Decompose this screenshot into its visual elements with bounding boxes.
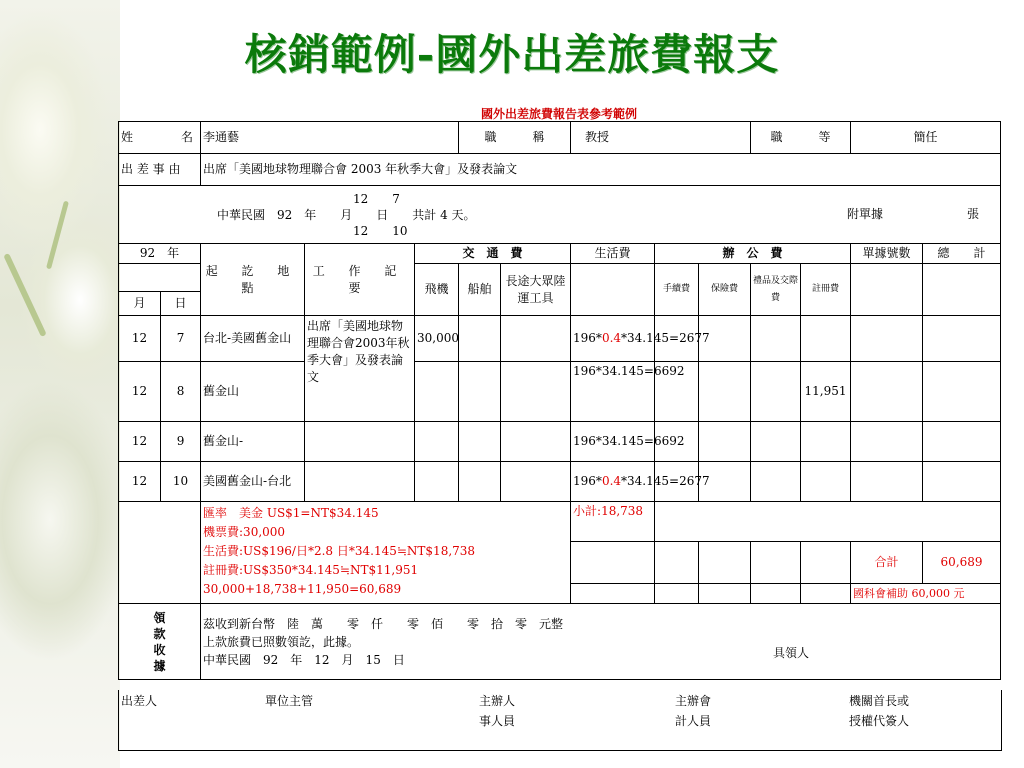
row-living: 196*34.145=6692 xyxy=(571,362,655,422)
form-subtitle: 國外出差旅費報告表參考範例 xyxy=(480,107,637,121)
attachment-label: 附單據 xyxy=(847,207,884,221)
reason-label: 出 差 事 由 xyxy=(119,154,201,186)
handler-label-2: 事人員 xyxy=(479,714,516,728)
receipt-statement: 上款旅費已照數領訖，此據。 xyxy=(203,634,360,649)
living-header: 生活費 xyxy=(571,244,655,264)
row-day: 8 xyxy=(161,362,201,422)
row-living: 196*34.145=6692 xyxy=(571,422,655,462)
work-header: 工 作 記 要 xyxy=(305,244,415,316)
subsidy: 國科會補助 60,000 元 xyxy=(851,584,1001,604)
day-header: 日 xyxy=(161,292,201,316)
row-place: 舊金山- xyxy=(201,422,305,462)
job-title-value: 教授 xyxy=(571,122,751,154)
note-airfare: 機票費:30,000 xyxy=(203,525,286,539)
row-day: 9 xyxy=(161,422,201,462)
sheets-label: 張 xyxy=(967,207,980,221)
long-distance-header: 長途大眾陸運工具 xyxy=(501,264,571,316)
row-day: 7 xyxy=(161,316,201,362)
rank-label: 職 等 xyxy=(751,122,851,154)
receipt-label: 領款收據 xyxy=(119,604,201,680)
place-header: 起 訖 地 點 xyxy=(201,244,305,316)
row-plane: 30,000 xyxy=(415,316,459,362)
receipt-signer: 具領人 xyxy=(773,646,810,660)
sum-value: 60,689 xyxy=(923,542,1001,584)
row-register xyxy=(801,316,851,362)
year-spacer xyxy=(119,264,201,292)
stem-graphic xyxy=(3,253,46,337)
receipt-date: 中華民國 92 年 12 月 15 日 xyxy=(203,652,405,667)
unit-supervisor-label: 單位主管 xyxy=(265,694,314,708)
receipt-body xyxy=(201,604,1001,680)
row-place: 舊金山 xyxy=(201,362,305,422)
living-subheader xyxy=(571,264,655,316)
row-place: 台北-美國舊金山 xyxy=(201,316,305,362)
insurance-header: 保險費 xyxy=(699,264,751,316)
stem-graphic xyxy=(46,201,69,270)
transport-header: 交 通 費 xyxy=(415,244,571,264)
register-header: 註冊費 xyxy=(801,264,851,316)
note-exchange-rate: 匯率 美金 US$1=NT$34.145 xyxy=(203,506,379,520)
year-header: 92 年 xyxy=(119,244,201,264)
row-month: 12 xyxy=(119,362,161,422)
note-total: 30,000+18,738+11,950=60,689 xyxy=(203,582,402,596)
lily-background xyxy=(0,0,120,768)
row-register: 11,951 xyxy=(801,362,851,422)
accounting-label-2: 計人員 xyxy=(675,714,712,728)
period-start: 12 7 xyxy=(353,191,400,206)
fee-header: 手續費 xyxy=(655,264,699,316)
note-living: 生活費:US$196/日*2.8 日*34.145≒NT$18,738 xyxy=(203,544,476,558)
receipt-amount: 茲收到新台幣 陸 萬 零 仟 零 佰 零 拾 零 元整 xyxy=(203,616,564,631)
office-header: 辦 公 費 xyxy=(655,244,851,264)
sum-label: 合計 xyxy=(851,542,923,584)
table-row xyxy=(119,316,1001,362)
agency-head-label-1: 機關首長或 xyxy=(849,694,910,708)
note-register: 註冊費:US$350*34.145≒NT$11,951 xyxy=(203,563,419,577)
name-label: 姓 名 xyxy=(119,122,201,154)
total-subheader xyxy=(923,264,1001,316)
traveler-label: 出差人 xyxy=(121,694,158,708)
calculation-notes xyxy=(201,502,571,604)
row-living: 196*0.4*34.145=2677 xyxy=(571,462,655,502)
receipt-no-subheader xyxy=(851,264,923,316)
receipt-no-header: 單據號數 xyxy=(851,244,923,264)
job-title-label: 職 稱 xyxy=(459,122,571,154)
period-end: 12 10 xyxy=(353,223,408,238)
subtotal: 小計:18,738 xyxy=(571,502,655,542)
name-value: 李通藝 xyxy=(201,122,459,154)
row-month: 12 xyxy=(119,462,161,502)
table-row xyxy=(119,422,1001,462)
total-header: 總 計 xyxy=(923,244,1001,264)
handler-label-1: 主辦人 xyxy=(479,694,516,708)
row-day: 10 xyxy=(161,462,201,502)
accounting-label-1: 主辦會 xyxy=(675,694,712,708)
signature-footer xyxy=(118,690,1002,751)
reason-value: 出席「美國地球物理聯合會 2003 年秋季大會」及發表論文 xyxy=(201,154,1001,186)
travel-expense-form xyxy=(118,121,1001,680)
table-row xyxy=(119,362,1001,422)
row-living: 196*0.4*34.145=2677 xyxy=(571,316,655,362)
period-text: 中華民國 92 年 月 日 共計 4 天。 xyxy=(217,207,476,222)
rank-value: 簡任 xyxy=(851,122,1001,154)
gift-header: 禮品及交際費 xyxy=(751,264,801,316)
row-place: 美國舊金山-台北 xyxy=(201,462,305,502)
plane-header: 飛機 xyxy=(415,264,459,316)
row-month: 12 xyxy=(119,316,161,362)
work-note: 出席「美國地球物理聯合會2003年秋季大會」及發表論文 xyxy=(305,316,415,422)
boat-header: 船舶 xyxy=(459,264,501,316)
row-month: 12 xyxy=(119,422,161,462)
agency-head-label-2: 授權代簽人 xyxy=(849,714,910,728)
month-header: 月 xyxy=(119,292,161,316)
period-row xyxy=(119,186,1001,244)
page-title: 核銷範例-國外出差旅費報支 xyxy=(244,30,780,79)
table-row xyxy=(119,462,1001,502)
